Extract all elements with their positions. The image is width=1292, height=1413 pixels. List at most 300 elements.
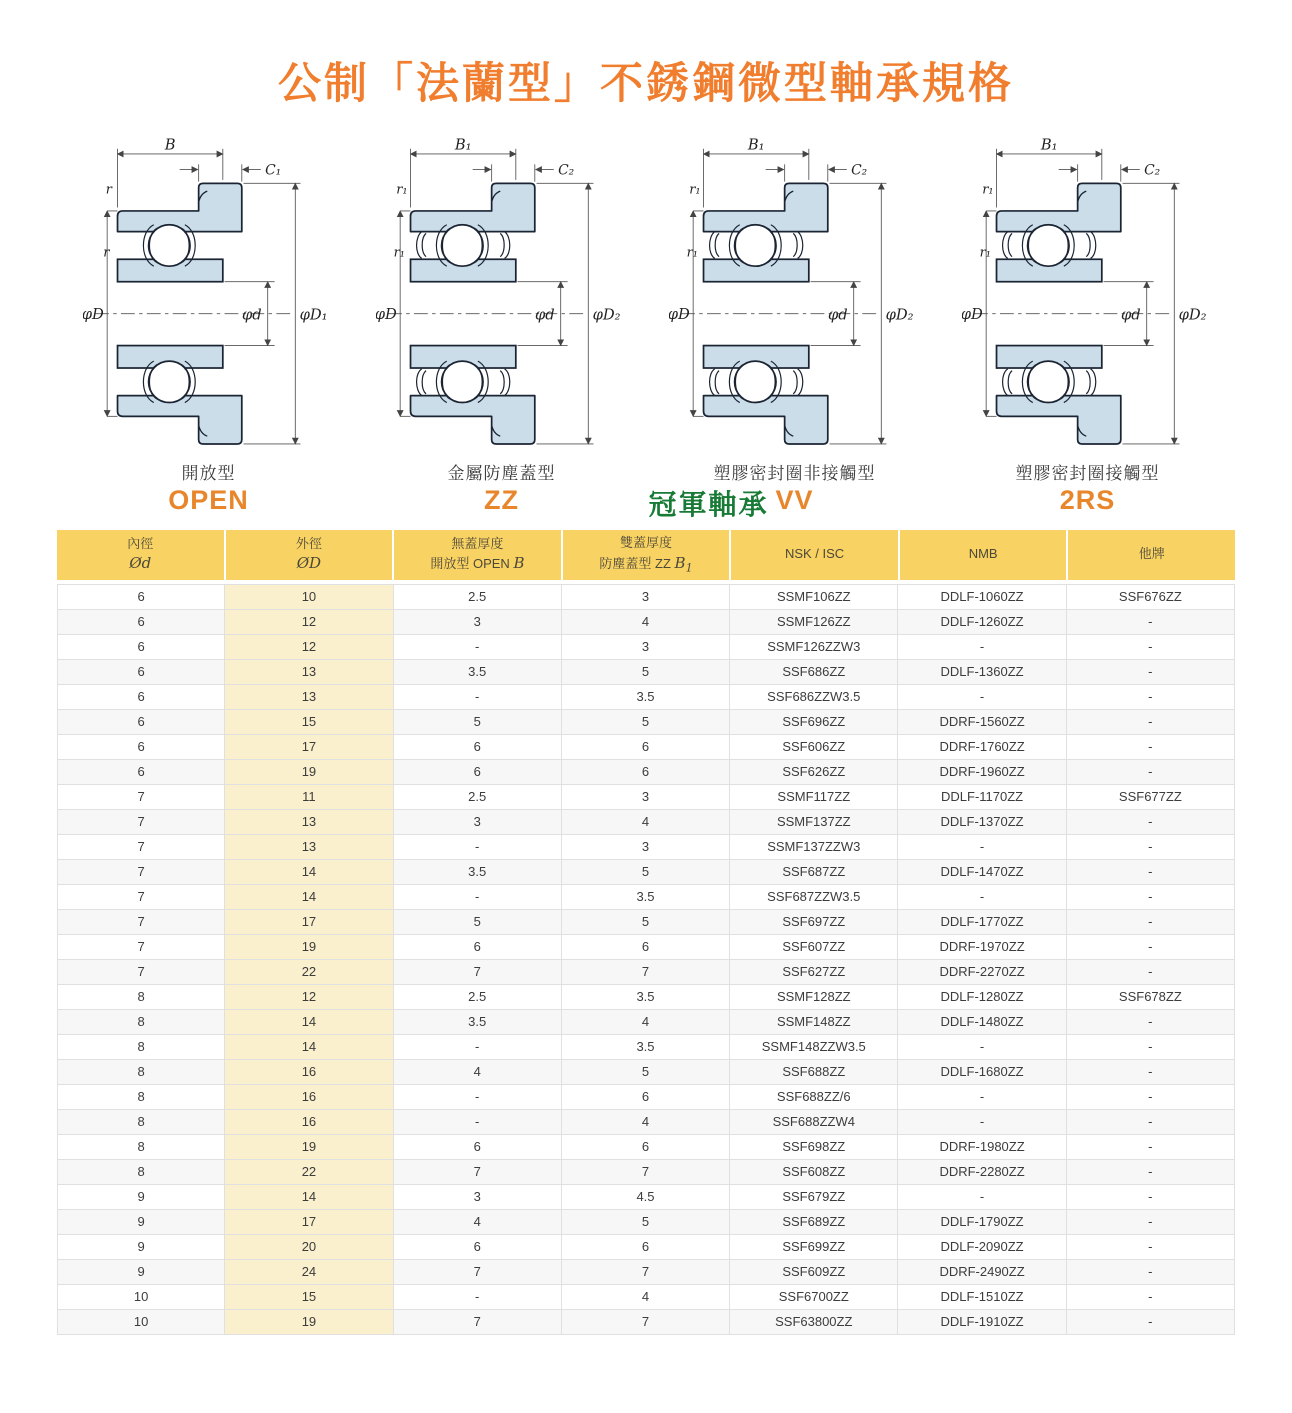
table-cell: 7 <box>394 1160 562 1184</box>
dim-label-flange-dia: φD₂ <box>592 306 621 324</box>
table-cell: 3.5 <box>562 685 730 709</box>
table-cell: 3.5 <box>394 860 562 884</box>
table-cell: 6 <box>57 585 225 609</box>
table-cell: 4 <box>562 1010 730 1034</box>
table-row <box>57 1210 1235 1235</box>
table-cell: - <box>1067 1185 1235 1209</box>
table-cell: - <box>1067 810 1235 834</box>
table-cell: 14 <box>225 1185 393 1209</box>
table-cell: DDLF-1360ZZ <box>898 660 1066 684</box>
table-cell: SSF688ZZ/6 <box>730 1085 898 1109</box>
table-row <box>57 960 1235 985</box>
table-cell: DDRF-2280ZZ <box>898 1160 1066 1184</box>
table-cell: 22 <box>225 960 393 984</box>
dim-label-width: B <box>164 136 176 154</box>
table-cell: 10 <box>225 585 393 609</box>
table-cell: SSF688ZZW4 <box>730 1110 898 1134</box>
table-cell: 6 <box>57 635 225 659</box>
table-cell: 17 <box>225 735 393 759</box>
table-row <box>57 760 1235 785</box>
table-cell: 5 <box>394 710 562 734</box>
bearing-ball <box>148 361 189 402</box>
dim-label-r-mid: r₁ <box>686 245 698 261</box>
table-cell: 9 <box>57 1210 225 1234</box>
table-cell: - <box>394 1035 562 1059</box>
page-title: 公制「法蘭型」不銹鋼微型軸承規格 <box>278 60 1014 108</box>
table-cell: 3.5 <box>562 885 730 909</box>
table-cell: - <box>1067 635 1235 659</box>
header-cell <box>394 530 561 580</box>
brand-watermark: 冠軍軸承 <box>648 488 769 520</box>
table-cell: 4 <box>562 810 730 834</box>
table-cell: - <box>1067 660 1235 684</box>
bottom-half-section <box>410 346 534 444</box>
table-cell: - <box>898 1035 1066 1059</box>
table-row <box>57 1285 1235 1310</box>
diagram-type-code: ZZ <box>484 484 519 515</box>
table-cell: - <box>1067 1010 1235 1034</box>
table-cell: - <box>1067 835 1235 859</box>
bottom-half-section <box>117 346 241 444</box>
diagram-figure <box>648 135 931 520</box>
table-cell: 24 <box>225 1260 393 1284</box>
table-cell: 6 <box>57 610 225 634</box>
table-cell: 2.5 <box>394 985 562 1009</box>
header-cell <box>57 530 224 580</box>
table-cell: 6 <box>394 735 562 759</box>
table-row <box>57 935 1235 960</box>
table-cell: SSMF137ZZW3 <box>730 835 898 859</box>
table-cell: 8 <box>57 1110 225 1134</box>
bottom-half-section <box>703 346 827 444</box>
table-cell: 6 <box>562 735 730 759</box>
bearing-diagram-open <box>83 135 335 451</box>
table-cell: SSF6700ZZ <box>730 1285 898 1309</box>
table-row <box>57 735 1235 760</box>
table-cell: SSF686ZZW3.5 <box>730 685 898 709</box>
table-cell: SSF63800ZZ <box>730 1310 898 1334</box>
table-cell: DDLF-1170ZZ <box>898 785 1066 809</box>
bearing-ball <box>1027 361 1068 402</box>
dim-label-r-mid: r₁ <box>979 245 991 261</box>
table-cell: 4 <box>394 1210 562 1234</box>
table-cell: 3 <box>394 810 562 834</box>
dim-label-bore-dia: φd <box>827 306 848 324</box>
table-cell: DDRF-1970ZZ <box>898 935 1066 959</box>
table-cell: 19 <box>225 1135 393 1159</box>
table-cell: SSMF128ZZ <box>730 985 898 1009</box>
header-text: NSK / ISC <box>784 546 845 562</box>
table-cell: 14 <box>225 1010 393 1034</box>
table-cell: - <box>1067 1235 1235 1259</box>
table-row <box>57 710 1235 735</box>
dim-label-r-top: r <box>105 182 112 198</box>
header-cell <box>731 530 898 580</box>
table-cell: - <box>394 885 562 909</box>
table-cell: DDLF-1260ZZ <box>898 610 1066 634</box>
header-cell <box>900 530 1067 580</box>
header-text: 1 <box>685 561 693 575</box>
bearing-ball <box>441 225 482 266</box>
outer-ring-flange <box>117 183 241 231</box>
table-cell: DDRF-1960ZZ <box>898 760 1066 784</box>
table-cell: SSF608ZZ <box>730 1160 898 1184</box>
table-cell: 7 <box>562 1160 730 1184</box>
bearing-ball <box>734 361 775 402</box>
table-cell: 13 <box>225 810 393 834</box>
dim-label-outer-dia: φD <box>375 305 397 323</box>
table-cell: 5 <box>562 910 730 934</box>
header-cell <box>563 530 730 580</box>
table-cell: 10 <box>57 1310 225 1334</box>
table-cell: 6 <box>57 660 225 684</box>
table-cell: 6 <box>57 760 225 784</box>
table-cell: - <box>1067 910 1235 934</box>
diagram-figure <box>366 135 638 516</box>
outer-ring-flange <box>996 183 1120 231</box>
table-cell: 3 <box>562 635 730 659</box>
table-cell: - <box>394 835 562 859</box>
diagram-type-code: VV <box>775 484 814 515</box>
table-cell: - <box>898 685 1066 709</box>
table-cell: 19 <box>225 935 393 959</box>
table-cell: SSMF137ZZ <box>730 810 898 834</box>
table-cell: 12 <box>225 985 393 1009</box>
header-cell <box>1068 530 1235 580</box>
dim-label-outer-dia: φD <box>668 305 690 323</box>
table-cell: 4 <box>562 1110 730 1134</box>
table-row <box>57 635 1235 660</box>
outer-ring-flange <box>117 396 241 444</box>
table-cell: 12 <box>225 635 393 659</box>
table-cell: 7 <box>394 1260 562 1284</box>
table-cell: 6 <box>57 735 225 759</box>
table-cell: SSMF148ZZ <box>730 1010 898 1034</box>
table-cell: - <box>1067 1060 1235 1084</box>
table-cell: SSF679ZZ <box>730 1185 898 1209</box>
table-row <box>57 910 1235 935</box>
table-cell: SSF696ZZ <box>730 710 898 734</box>
table-cell: DDRF-1560ZZ <box>898 710 1066 734</box>
table-cell: - <box>1067 735 1235 759</box>
table-cell: DDRF-2270ZZ <box>898 960 1066 984</box>
header-text: 雙蓋厚度 <box>619 534 672 550</box>
table-cell: SSF609ZZ <box>730 1260 898 1284</box>
table-row <box>57 885 1235 910</box>
table-cell: 6 <box>394 1135 562 1159</box>
table-cell: - <box>1067 1160 1235 1184</box>
diagram-type-name: 開放型 <box>181 463 236 483</box>
table-cell: SSF627ZZ <box>730 960 898 984</box>
table-cell: 3.5 <box>394 660 562 684</box>
table-cell: - <box>1067 960 1235 984</box>
table-cell: - <box>394 685 562 709</box>
table-cell: 14 <box>225 885 393 909</box>
table-header <box>57 530 1235 580</box>
table-cell: DDLF-1480ZZ <box>898 1010 1066 1034</box>
table-cell: - <box>898 1185 1066 1209</box>
table-cell: 13 <box>225 685 393 709</box>
table-cell: 5 <box>394 910 562 934</box>
table-row <box>57 785 1235 810</box>
table-cell: 8 <box>57 1160 225 1184</box>
table-cell: 8 <box>57 1085 225 1109</box>
table-cell: 7 <box>394 960 562 984</box>
table-cell: 7 <box>57 835 225 859</box>
table-row <box>57 585 1235 610</box>
table-row <box>57 610 1235 635</box>
dim-label-flange-dia: φD₂ <box>1178 306 1207 324</box>
table-cell: 3.5 <box>394 1010 562 1034</box>
table-cell: - <box>898 885 1066 909</box>
table-cell: - <box>1067 860 1235 884</box>
header-text: B <box>674 553 686 572</box>
table-cell: DDLF-1680ZZ <box>898 1060 1066 1084</box>
table-cell: DDLF-1770ZZ <box>898 910 1066 934</box>
table-cell: - <box>1067 710 1235 734</box>
table-cell: SSF689ZZ <box>730 1210 898 1234</box>
table-cell: 15 <box>225 710 393 734</box>
table-cell: 7 <box>562 1310 730 1334</box>
dim-label-r-top: r₁ <box>981 182 994 198</box>
bearing-ball <box>734 225 775 266</box>
table-cell: 8 <box>57 1010 225 1034</box>
table-cell: - <box>1067 1110 1235 1134</box>
table-cell: - <box>898 835 1066 859</box>
table-cell: 7 <box>57 885 225 909</box>
diagrams-row <box>62 135 1234 520</box>
table-row <box>57 660 1235 685</box>
table-cell: 4 <box>562 610 730 634</box>
table-cell: 3.5 <box>562 1035 730 1059</box>
table-cell: 13 <box>225 835 393 859</box>
outer-ring-flange <box>410 183 534 231</box>
diagram-type-name: 金屬防塵蓋型 <box>447 463 556 483</box>
header-text: 防塵蓋型 ZZ <box>599 555 675 571</box>
header-text: Ød <box>129 554 152 573</box>
dim-label-r-mid: r <box>102 245 109 261</box>
table-cell: SSF686ZZ <box>730 660 898 684</box>
diagram-type-name: 塑膠密封圈非接觸型 <box>713 463 876 483</box>
table-cell: 6 <box>562 935 730 959</box>
table-cell: SSF697ZZ <box>730 910 898 934</box>
table-cell: SSF699ZZ <box>730 1235 898 1259</box>
top-half-section <box>410 183 534 281</box>
table-cell: 9 <box>57 1185 225 1209</box>
table-cell: 9 <box>57 1260 225 1284</box>
table-cell: SSMF117ZZ <box>730 785 898 809</box>
table-cell: 9 <box>57 1235 225 1259</box>
diagram-type-code: OPEN <box>168 484 249 515</box>
table-cell: 3 <box>394 610 562 634</box>
bearing-ball <box>1027 225 1068 266</box>
dim-label-flange-dia: φD₂ <box>885 306 914 324</box>
dim-label-outer-dia: φD <box>82 305 104 323</box>
dim-label-bore-dia: φd <box>1120 306 1141 324</box>
table-cell: SSMF126ZZ <box>730 610 898 634</box>
table-cell: 10 <box>57 1285 225 1309</box>
table-cell: 4 <box>394 1060 562 1084</box>
table-cell: DDLF-1280ZZ <box>898 985 1066 1009</box>
table-cell: 7 <box>57 935 225 959</box>
table-row <box>57 1085 1235 1110</box>
table-cell: 2.5 <box>394 585 562 609</box>
dim-label-r-top: r₁ <box>395 182 408 198</box>
table-row <box>57 985 1235 1010</box>
table-cell: 6 <box>562 1085 730 1109</box>
table-cell: 7 <box>57 810 225 834</box>
table-row <box>57 1010 1235 1035</box>
outer-ring-flange <box>996 396 1120 444</box>
table-cell: DDLF-2090ZZ <box>898 1235 1066 1259</box>
dim-label-width: B₁ <box>1040 136 1057 154</box>
table-cell: - <box>1067 1085 1235 1109</box>
table-row <box>57 860 1235 885</box>
table-cell: SSMF148ZZW3.5 <box>730 1035 898 1059</box>
table-cell: 7 <box>562 960 730 984</box>
outer-ring-flange <box>703 396 827 444</box>
table-cell: 6 <box>394 1235 562 1259</box>
table-cell: 16 <box>225 1110 393 1134</box>
table-cell: 6 <box>57 685 225 709</box>
diagram-figure <box>73 135 345 516</box>
header-text: ØD <box>296 554 322 573</box>
table-cell: - <box>1067 1285 1235 1309</box>
header-text: 開放型 OPEN <box>430 556 514 572</box>
table-cell: 6 <box>57 710 225 734</box>
table-cell: 3 <box>394 1185 562 1209</box>
table-row <box>57 1310 1235 1335</box>
dim-label-width: B₁ <box>747 136 764 154</box>
table-cell: 3 <box>562 835 730 859</box>
table-row <box>57 1060 1235 1085</box>
table-cell: - <box>1067 1035 1235 1059</box>
table-cell: SSF687ZZW3.5 <box>730 885 898 909</box>
table-row <box>57 685 1235 710</box>
table-cell: 19 <box>225 1310 393 1334</box>
header-text: 無蓋厚度 <box>451 535 504 551</box>
table-cell: - <box>394 1110 562 1134</box>
table-cell: - <box>1067 760 1235 784</box>
dim-label-flange-dia: φD₁ <box>299 306 328 324</box>
table-cell: SSF688ZZ <box>730 1060 898 1084</box>
table-cell: - <box>1067 1310 1235 1334</box>
table-row <box>57 1260 1235 1285</box>
table-cell: SSMF106ZZ <box>730 585 898 609</box>
table-cell: - <box>1067 1210 1235 1234</box>
bearing-ball <box>441 361 482 402</box>
outer-ring-flange <box>410 396 534 444</box>
table-row <box>57 1135 1235 1160</box>
table-cell: SSF626ZZ <box>730 760 898 784</box>
table-cell: 6 <box>562 1135 730 1159</box>
table-cell: SSF676ZZ <box>1067 585 1235 609</box>
table-cell: - <box>394 635 562 659</box>
table-cell: - <box>394 1085 562 1109</box>
table-row <box>57 835 1235 860</box>
dim-label-outer-dia: φD <box>961 305 983 323</box>
dim-label-width: B₁ <box>454 136 471 154</box>
table-cell: 13 <box>225 660 393 684</box>
table-row <box>57 1185 1235 1210</box>
table-cell: DDLF-1370ZZ <box>898 810 1066 834</box>
bottom-half-section <box>996 346 1120 444</box>
table-cell: 19 <box>225 760 393 784</box>
table-cell: 4 <box>562 1285 730 1309</box>
table-cell: DDRF-1980ZZ <box>898 1135 1066 1159</box>
table-cell: 7 <box>57 785 225 809</box>
table-cell: DDLF-1060ZZ <box>898 585 1066 609</box>
table-cell: 22 <box>225 1160 393 1184</box>
dim-label-r-top: r₁ <box>688 182 701 198</box>
table-cell: 4.5 <box>562 1185 730 1209</box>
table-cell: 6 <box>394 935 562 959</box>
dim-label-bore-dia: φd <box>534 306 555 324</box>
table-cell: 14 <box>225 1035 393 1059</box>
table-row <box>57 1110 1235 1135</box>
dim-label-flange: C₂ <box>850 162 867 179</box>
dim-label-r-mid: r₁ <box>393 245 405 261</box>
table-cell: 5 <box>562 710 730 734</box>
table-cell: - <box>1067 685 1235 709</box>
table-cell: - <box>1067 935 1235 959</box>
table-cell: DDLF-1510ZZ <box>898 1285 1066 1309</box>
bearing-diagram-2rs <box>962 135 1214 451</box>
table-cell: 8 <box>57 1135 225 1159</box>
header-text: 內徑 <box>127 535 154 551</box>
bearing-diagram-zz <box>376 135 628 451</box>
top-half-section <box>117 183 241 281</box>
table-cell: 8 <box>57 985 225 1009</box>
table-cell: SSF607ZZ <box>730 935 898 959</box>
header-text: B <box>513 554 525 573</box>
table-cell: DDRF-1760ZZ <box>898 735 1066 759</box>
table-cell: DDLF-1470ZZ <box>898 860 1066 884</box>
dim-label-bore-dia: φd <box>241 306 262 324</box>
table-cell: 6 <box>562 1235 730 1259</box>
table-cell: 14 <box>225 860 393 884</box>
table-cell: - <box>1067 885 1235 909</box>
table-cell: - <box>1067 1135 1235 1159</box>
table-row <box>57 810 1235 835</box>
dim-label-flange: C₁ <box>264 162 281 179</box>
table-cell: 5 <box>562 860 730 884</box>
table-cell: 16 <box>225 1060 393 1084</box>
diagram-type-name: 塑膠密封圈接觸型 <box>1015 463 1160 483</box>
diagram-figure <box>952 135 1224 516</box>
table-cell: 7 <box>394 1310 562 1334</box>
table-cell: - <box>1067 610 1235 634</box>
table-cell: 12 <box>225 610 393 634</box>
dim-label-flange: C₂ <box>1143 162 1160 179</box>
outer-ring-flange <box>703 183 827 231</box>
table-cell: 20 <box>225 1235 393 1259</box>
table-cell: - <box>898 1110 1066 1134</box>
table-cell: - <box>1067 1260 1235 1284</box>
table-cell: 3.5 <box>562 985 730 1009</box>
table-cell: 3 <box>562 585 730 609</box>
table-cell: 17 <box>225 1210 393 1234</box>
table-cell: - <box>898 1085 1066 1109</box>
table-cell: 7 <box>57 910 225 934</box>
table-cell: DDLF-1910ZZ <box>898 1310 1066 1334</box>
table-cell: SSF698ZZ <box>730 1135 898 1159</box>
table-cell: 15 <box>225 1285 393 1309</box>
top-half-section <box>996 183 1120 281</box>
table-cell: - <box>898 635 1066 659</box>
table-cell: 11 <box>225 785 393 809</box>
bearing-diagram-vv <box>669 135 921 451</box>
